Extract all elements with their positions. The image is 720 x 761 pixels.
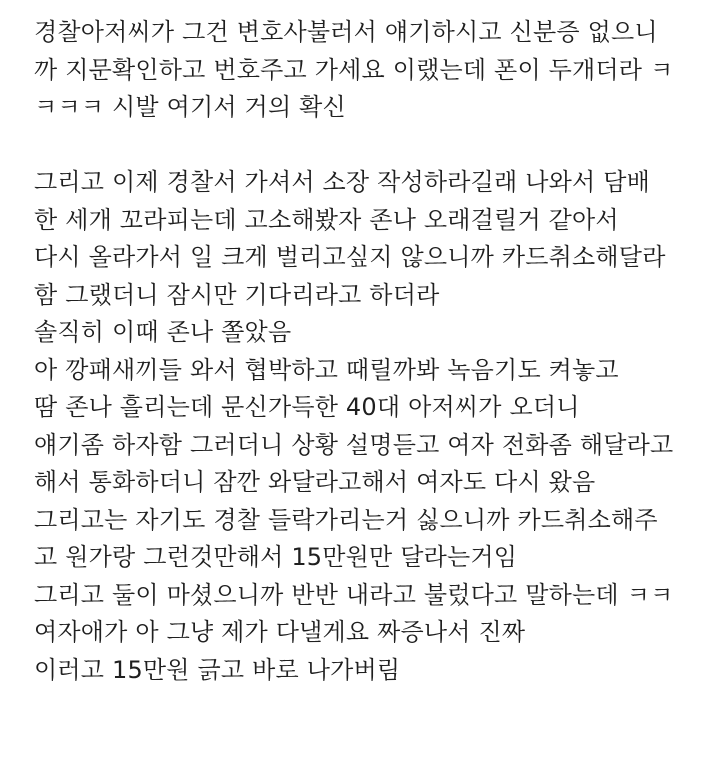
- text-line: 아 깡패새끼들 와서 협박하고 때릴까봐 녹음기도 켜놓고: [34, 355, 619, 384]
- text-line: 까 지문확인하고 번호주고 가세요 이랬는데 폰이 두개더라 ㅋ: [34, 55, 674, 84]
- text-line: ㅋㅋㅋ 시발 여기서 거의 확신: [34, 93, 346, 121]
- text-line: 고 원가랑 그런것만해서 15만원만 달라는거임: [34, 543, 518, 571]
- text-line: 경찰아저씨가 그건 변호사불러서 얘기하시고 신분증 없으니: [34, 18, 658, 46]
- text-line: 여자애가 아 그냥 제가 다낼게요 짜증나서 진짜: [34, 618, 526, 646]
- text-line: 땀 존나 흘리는데 문신가득한 40대 아저씨가 오더니: [34, 393, 580, 421]
- text-line: 솔직히 이때 존나 쫄았음: [34, 318, 292, 346]
- text-line: 얘기좀 하자함 그러더니 상황 설명듣고 여자 전화좀 해달라고: [34, 430, 674, 459]
- text-line: 한 세개 꼬라피는데 고소해봤자 존나 오래걸릴거 같아서: [34, 205, 619, 234]
- text-line: 함 그랬더니 잠시만 기다리라고 하더라: [34, 280, 440, 309]
- paragraph-1: [34, 14, 700, 127]
- text-line: 그리고 둘이 마셨으니까 반반 내라고 불렀다고 말하는데 ㅋㅋ: [34, 580, 674, 609]
- text-line: 해서 통화하더니 잠깐 와달라고해서 여자도 다시 왔음: [34, 468, 596, 496]
- text-line: 이러고 15만원 긁고 바로 나가버림: [34, 655, 401, 684]
- text-line: 다시 올라가서 일 크게 벌리고싶지 않으니까 카드취소해달라: [34, 243, 666, 271]
- text-line: 그리고는 자기도 경찰 들락가리는거 싫으니까 카드취소해주: [34, 505, 658, 534]
- text-line: 그리고 이제 경찰서 가셔서 소장 작성하라길래 나와서 담배: [34, 168, 651, 196]
- paragraph-2: [34, 164, 700, 689]
